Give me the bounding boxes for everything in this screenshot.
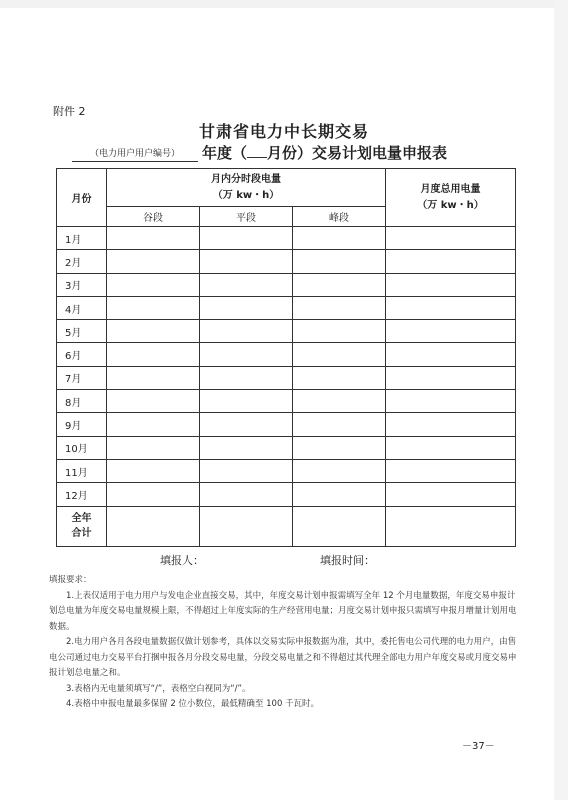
month-label: 2月 bbox=[57, 250, 107, 273]
peak-cell[interactable] bbox=[293, 250, 386, 273]
monthly-total-cell[interactable] bbox=[386, 436, 516, 459]
flat-cell[interactable] bbox=[200, 273, 293, 296]
fill-time-label: 填报时间： bbox=[320, 554, 375, 567]
peak-cell[interactable] bbox=[293, 227, 386, 250]
subtitle-part2: 月份）交易计划电量申报表 bbox=[267, 144, 448, 162]
monthly-total-cell[interactable] bbox=[386, 250, 516, 273]
flat-cell[interactable] bbox=[200, 483, 293, 506]
peak-cell[interactable] bbox=[293, 459, 386, 482]
month-label: 5月 bbox=[57, 320, 107, 343]
flat-cell[interactable] bbox=[200, 413, 293, 436]
flat-total-cell[interactable] bbox=[200, 506, 293, 546]
month-blank-field[interactable] bbox=[247, 143, 267, 158]
valley-cell[interactable] bbox=[107, 459, 200, 482]
month-label: 9月 bbox=[57, 413, 107, 436]
flat-cell[interactable] bbox=[200, 436, 293, 459]
table-row bbox=[57, 483, 516, 506]
peak-cell[interactable] bbox=[293, 343, 386, 366]
flat-cell[interactable] bbox=[200, 296, 293, 319]
monthly-total-cell[interactable] bbox=[386, 296, 516, 319]
table-row bbox=[57, 390, 516, 413]
header-period-electricity bbox=[107, 169, 386, 207]
header-period-line1: 月内分时段电量 bbox=[211, 173, 282, 185]
filling-requirements bbox=[49, 573, 519, 713]
declaration-table bbox=[56, 168, 516, 547]
table-row bbox=[57, 296, 516, 319]
peak-cell[interactable] bbox=[293, 436, 386, 459]
monthly-total-cell[interactable] bbox=[386, 413, 516, 436]
flat-cell[interactable] bbox=[200, 366, 293, 389]
month-label: 7月 bbox=[57, 366, 107, 389]
annual-total-line1: 全年 bbox=[71, 513, 92, 525]
month-label: 11月 bbox=[57, 459, 107, 482]
notes-heading: 填报要求： bbox=[49, 575, 92, 585]
flat-cell[interactable] bbox=[200, 459, 293, 482]
table-row bbox=[57, 366, 516, 389]
table-row bbox=[57, 320, 516, 343]
month-label: 1月 bbox=[57, 227, 107, 250]
annual-total-cell[interactable] bbox=[386, 506, 516, 546]
attachment-label: 附件 2 bbox=[53, 105, 86, 118]
valley-cell[interactable] bbox=[107, 413, 200, 436]
valley-cell[interactable] bbox=[107, 483, 200, 506]
table-row bbox=[57, 343, 516, 366]
month-label: 6月 bbox=[57, 343, 107, 366]
valley-cell[interactable] bbox=[107, 250, 200, 273]
month-label: 10月 bbox=[57, 436, 107, 459]
monthly-total-cell[interactable] bbox=[386, 483, 516, 506]
table-row bbox=[57, 413, 516, 436]
header-total-line1: 月度总用电量 bbox=[420, 183, 481, 195]
table-row bbox=[57, 250, 516, 273]
annual-total-label bbox=[57, 506, 107, 546]
monthly-total-cell[interactable] bbox=[386, 227, 516, 250]
note-item-4: 4.表格中申报电量最多保留 2 位小数位，最低精确至 100 千瓦时。 bbox=[66, 699, 320, 709]
header-peak: 峰段 bbox=[293, 207, 386, 227]
month-label: 12月 bbox=[57, 483, 107, 506]
flat-cell[interactable] bbox=[200, 390, 293, 413]
monthly-total-cell[interactable] bbox=[386, 459, 516, 482]
monthly-total-cell[interactable] bbox=[386, 273, 516, 296]
valley-cell[interactable] bbox=[107, 436, 200, 459]
valley-cell[interactable] bbox=[107, 273, 200, 296]
page-number: －37－ bbox=[462, 741, 495, 752]
header-period-line2: （万 kw・h） bbox=[212, 189, 280, 201]
monthly-total-cell[interactable] bbox=[386, 366, 516, 389]
table-row bbox=[57, 227, 516, 250]
table-row bbox=[57, 273, 516, 296]
table-row-annual-total bbox=[57, 506, 516, 546]
subtitle-part1: 年度（ bbox=[202, 144, 248, 162]
header-valley: 谷段 bbox=[107, 207, 200, 227]
peak-cell[interactable] bbox=[293, 390, 386, 413]
valley-cell[interactable] bbox=[107, 390, 200, 413]
valley-cell[interactable] bbox=[107, 320, 200, 343]
valley-cell[interactable] bbox=[107, 227, 200, 250]
flat-cell[interactable] bbox=[200, 343, 293, 366]
month-label: 4月 bbox=[57, 296, 107, 319]
flat-cell[interactable] bbox=[200, 320, 293, 343]
header-flat: 平段 bbox=[200, 207, 293, 227]
monthly-total-cell[interactable] bbox=[386, 390, 516, 413]
header-monthly-total bbox=[386, 169, 516, 227]
filler-label: 填报人： bbox=[160, 554, 204, 567]
note-item-1: 1.上表仅适用于电力用户与发电企业直接交易，其中，年度交易计划申报需填写全年 12 个月电量数据，年度交易申报计划总电量为年度交易电量规模上限，不得超过上年度实际的生产经营用电量；月度交易计划申报只需填写申报月增量计划用电数据。 bbox=[49, 590, 517, 632]
peak-cell[interactable] bbox=[293, 296, 386, 319]
header-total-line2: （万 kw・h） bbox=[417, 199, 484, 211]
scan-edge-top bbox=[0, 0, 568, 8]
peak-cell[interactable] bbox=[293, 273, 386, 296]
document-title: 甘肃省电力中长期交易 bbox=[198, 122, 369, 141]
table-row bbox=[57, 459, 516, 482]
peak-cell[interactable] bbox=[293, 320, 386, 343]
valley-cell[interactable] bbox=[107, 296, 200, 319]
month-label: 8月 bbox=[57, 390, 107, 413]
note-item-3: 3.表格内无电量须填写“/”，表格空白视同为“/”。 bbox=[66, 683, 251, 694]
month-label: 3月 bbox=[57, 273, 107, 296]
user-code-field[interactable]: （电力用户用户编号） bbox=[72, 147, 198, 162]
peak-cell[interactable] bbox=[293, 413, 386, 436]
flat-cell[interactable] bbox=[200, 250, 293, 273]
monthly-total-cell[interactable] bbox=[386, 320, 516, 343]
table-row bbox=[57, 436, 516, 459]
monthly-total-cell[interactable] bbox=[386, 343, 516, 366]
subtitle-text bbox=[202, 142, 447, 163]
flat-cell[interactable] bbox=[200, 227, 293, 250]
note-item-2: 2.电力用户各月各段电量数据仅做计划参考，具体以交易实际申报数据为准，其中，委托售电公司代理的电力用户，由售电公司通过电力交易平台打捆申报各月分段交易电量，分段交易电量之和不得超过其代理全部电力用户年度交易或月度交易申报计划总电量之和。 bbox=[49, 637, 517, 678]
header-month: 月份 bbox=[57, 169, 107, 227]
peak-cell[interactable] bbox=[293, 483, 386, 506]
annual-total-line2: 合计 bbox=[71, 528, 92, 540]
form-subtitle bbox=[72, 144, 512, 166]
valley-total-cell[interactable] bbox=[107, 506, 200, 546]
peak-cell[interactable] bbox=[293, 366, 386, 389]
valley-cell[interactable] bbox=[107, 366, 200, 389]
valley-cell[interactable] bbox=[107, 343, 200, 366]
peak-total-cell[interactable] bbox=[293, 506, 386, 546]
